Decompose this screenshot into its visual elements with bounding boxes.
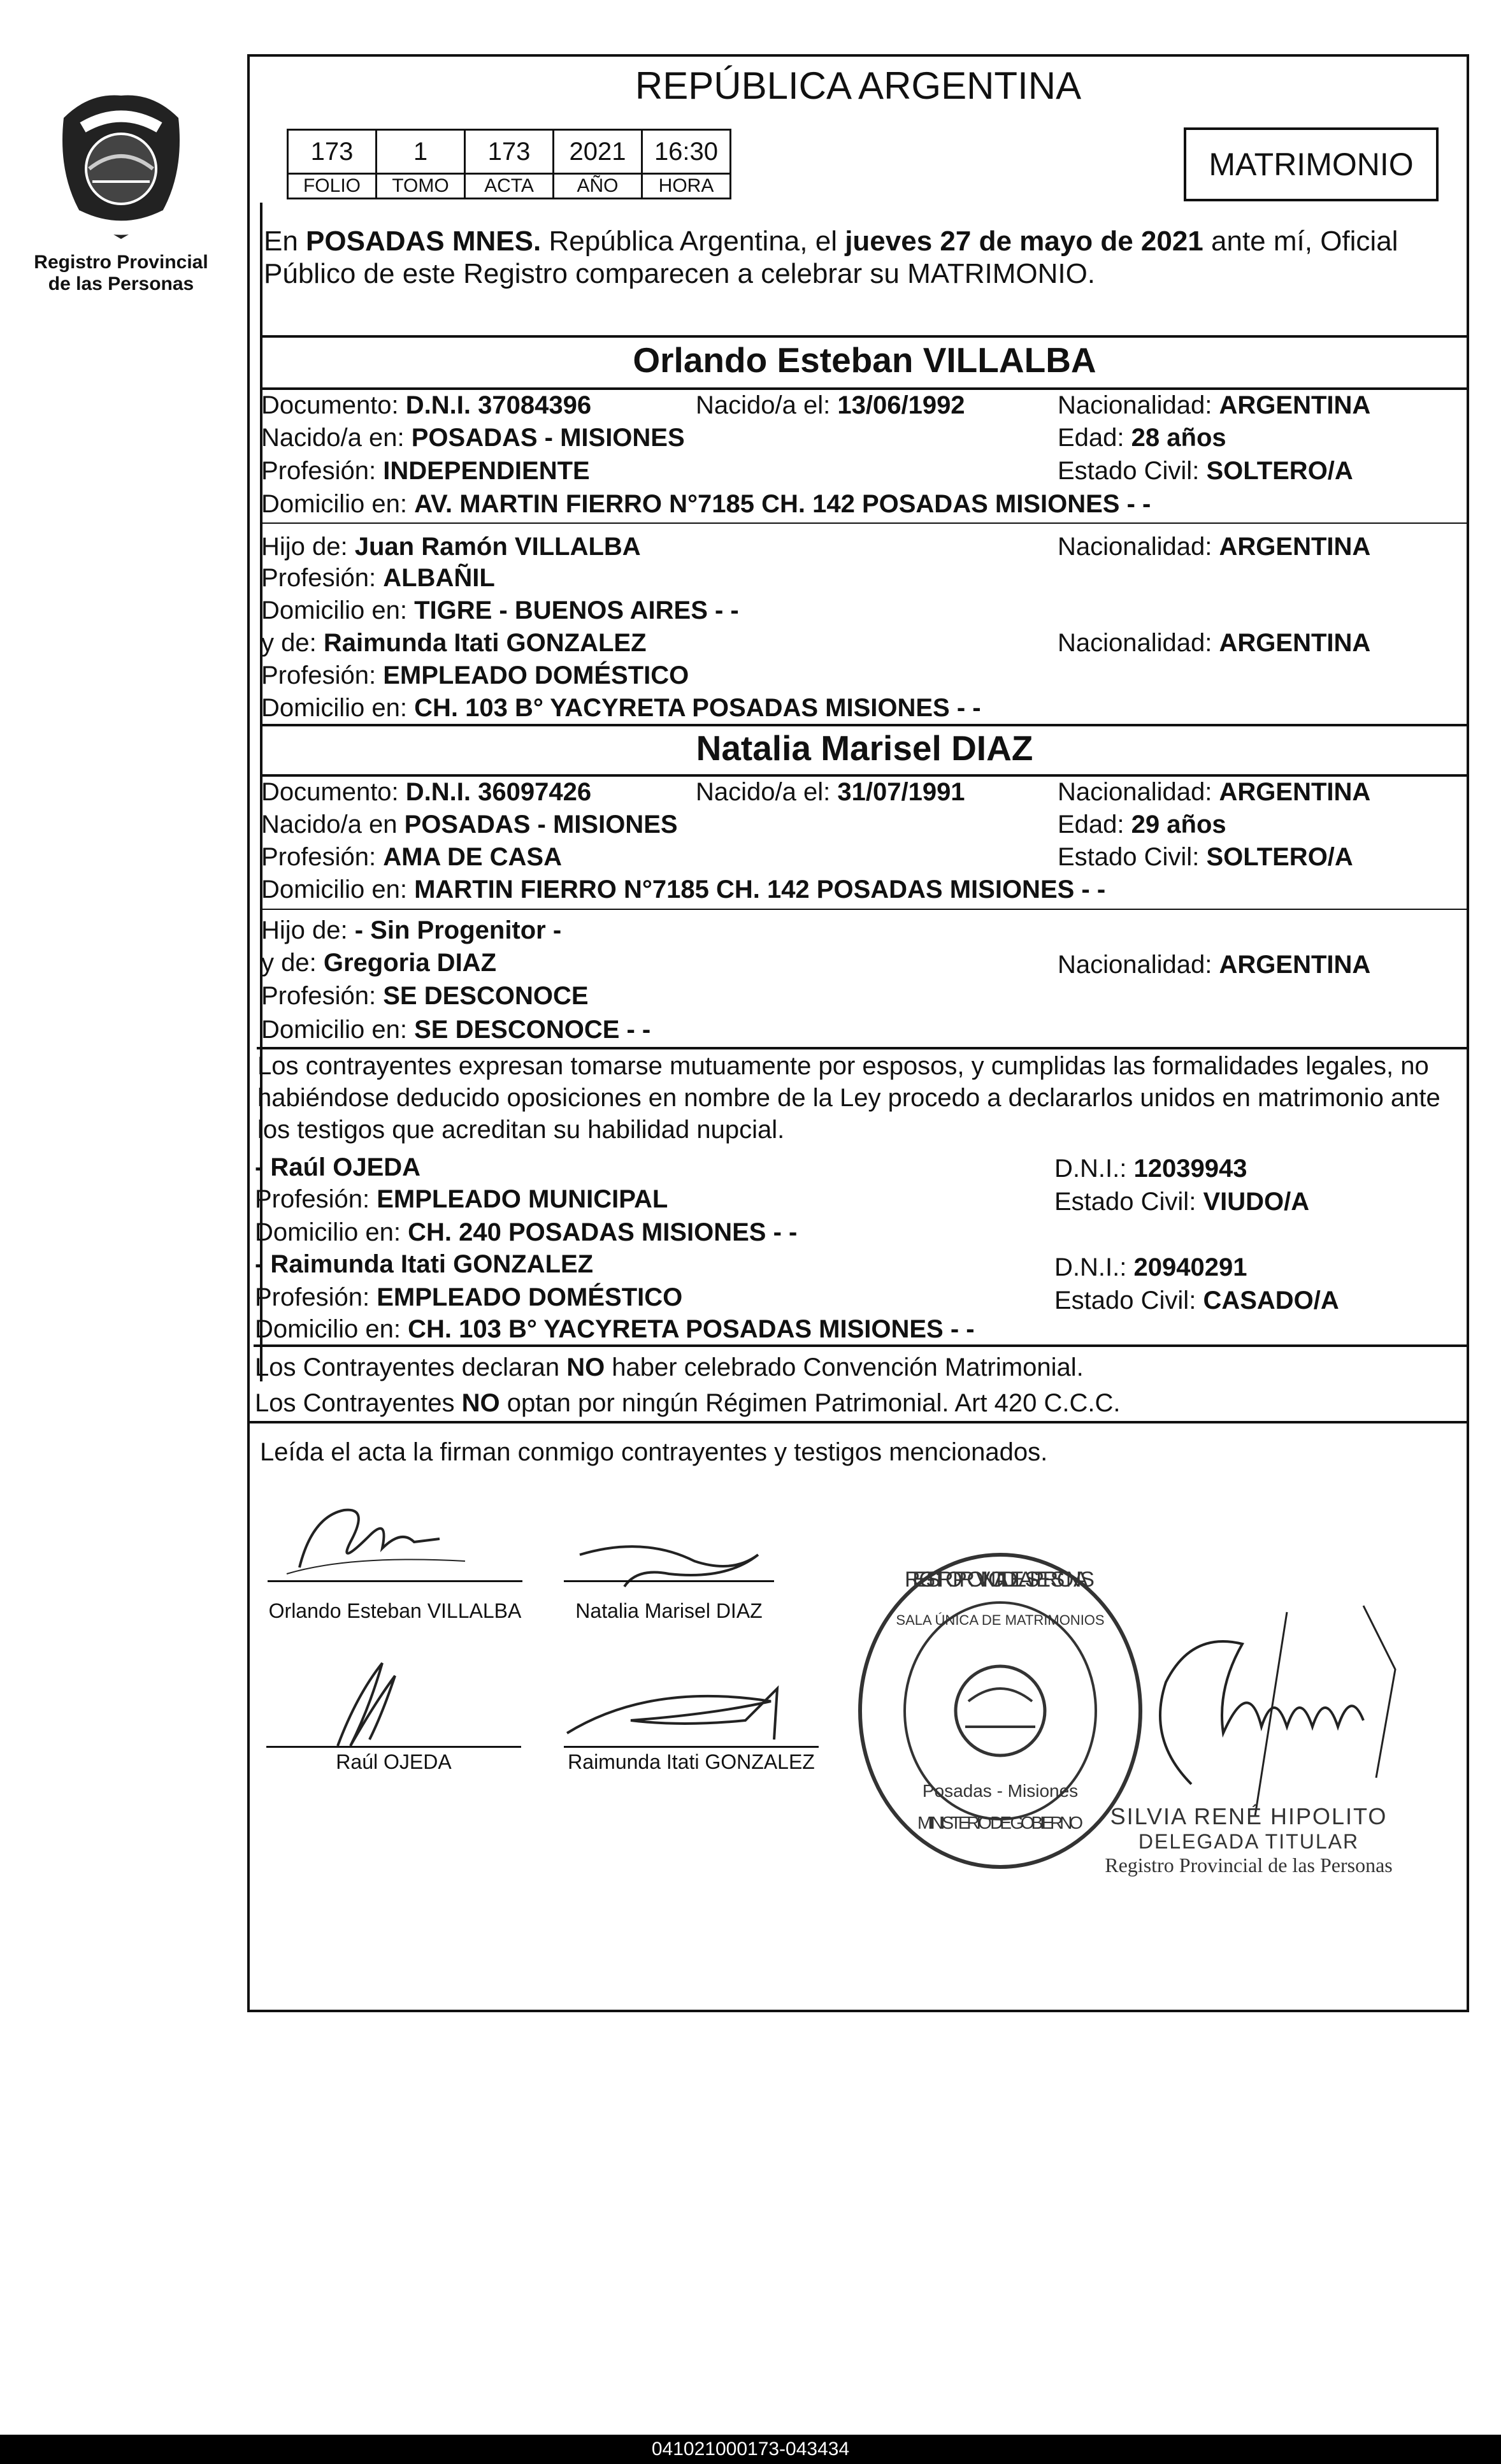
svg-text:Posadas - Misiones: Posadas - Misiones — [922, 1781, 1079, 1801]
witness1-profession: Profesión: EMPLEADO MUNICIPAL — [255, 1185, 668, 1213]
spouse2-birthdate: Nacido/a el: 31/07/1991 — [696, 778, 965, 806]
svg-text:SALA ÚNICA DE MATRIMONIOS: SALA ÚNICA DE MATRIMONIOS — [896, 1612, 1105, 1628]
spouse1-documento: Documento: D.N.I. 37084396 — [261, 391, 592, 419]
spouse2-name: Natalia Marisel DIAZ — [696, 728, 1033, 768]
svg-text:REGISTRO PROVINCIAL DE LAS PER: REGISTRO PROVINCIAL DE LAS PERSONAS — [905, 1567, 1096, 1592]
witness2-address: Domicilio en: CH. 103 B° YACYRETA POSADAS MISIONES - - — [255, 1315, 975, 1343]
hora-value: 16:30 — [642, 130, 731, 174]
witness1-civil-status: Estado Civil: VIUDO/A — [1054, 1188, 1310, 1216]
spouse1-mother-profession: Profesión: EMPLEADO DOMÉSTICO — [261, 661, 689, 689]
spouse1-mother: y de: Raimunda Itati GONZALEZ — [261, 629, 647, 657]
acta-label: ACTA — [465, 174, 554, 199]
spouse1-mother-address: Domicilio en: CH. 103 B° YACYRETA POSADAS MISIONES - - — [261, 694, 981, 722]
witness2-profession: Profesión: EMPLEADO DOMÉSTICO — [255, 1283, 683, 1311]
convention-line-2: Los Contrayentes NO optan por ningún Régimen Patrimonial. Art 420 C.C.C. — [255, 1389, 1121, 1417]
hora-label: HORA — [642, 174, 731, 199]
spouse2-address: Domicilio en: MARTIN FIERRO N°7185 CH. 142 POSADAS MISIONES - - — [261, 875, 1106, 904]
tomo-value: 1 — [377, 130, 465, 174]
spouse2-profession: Profesión: AMA DE CASA — [261, 843, 562, 871]
anio-label: AÑO — [554, 174, 642, 199]
document-title: REPÚBLICA ARGENTINA — [635, 64, 1082, 107]
witness2-civil-status: Estado Civil: CASADO/A — [1054, 1286, 1339, 1315]
signature-3-scribble — [312, 1657, 414, 1752]
officer-stamp: SILVIA RENÉ HIPOLITO DELEGADA TITULAR Registro Provincial de las Personas — [1105, 1803, 1393, 1877]
spouse1-mother-nationality: Nacionalidad: ARGENTINA — [1058, 629, 1371, 657]
spouse2-civil-status: Estado Civil: SOLTERO/A — [1058, 843, 1353, 871]
declaration-text: Los contrayentes expresan tomarse mutuamente por esposos, y cumplidas las formalidades legales, no habiéndose deducido oposiciones en nombre de la Ley procedo a declararlos unidos en matrimonio ante los testigos que acreditan su habilidad nupcial. — [257, 1052, 1440, 1144]
spouse1-profession: Profesión: INDEPENDIENTE — [261, 457, 590, 485]
spouse1-birthplace: Nacido/a en: POSADAS - MISIONES — [261, 424, 685, 452]
spouse1-age: Edad: 28 años — [1058, 424, 1226, 452]
intro-line-2: Público de este Registro comparecen a celebrar su MATRIMONIO. — [264, 258, 1096, 289]
witness2-dni: D.N.I.: 20940291 — [1054, 1253, 1247, 1281]
spouse2-birthplace: Nacido/a en POSADAS - MISIONES — [261, 811, 678, 839]
province-logo — [45, 80, 198, 249]
signature-2-scribble — [567, 1536, 777, 1593]
spouse1-name: Orlando Esteban VILLALBA — [633, 340, 1096, 380]
act-type-box: MATRIMONIO — [1184, 127, 1439, 201]
acta-value: 173 — [465, 130, 554, 174]
svg-text:MINISTERIO DE GOBIERNO: MINISTERIO DE GOBIERNO — [917, 1813, 1083, 1833]
spouse1-father-address: Domicilio en: TIGRE - BUENOS AIRES - - — [261, 596, 739, 624]
spouse2-mother-address: Domicilio en: SE DESCONOCE - - — [261, 1016, 651, 1044]
witness1-name: - Raúl OJEDA — [255, 1153, 421, 1181]
signature-2-caption: Natalia Marisel DIAZ — [575, 1599, 763, 1622]
folio-label: FOLIO — [288, 174, 377, 199]
spouse1-father-profession: Profesión: ALBAÑIL — [261, 564, 495, 592]
spouse2-age: Edad: 29 años — [1058, 811, 1226, 839]
spouse2-mother-profession: Profesión: SE DESCONOCE — [261, 982, 589, 1010]
signature-1-caption: Orlando Esteban VILLALBA — [268, 1599, 522, 1622]
logo-caption: Registro Provincial de las Personas — [34, 252, 208, 294]
spouse2-mother-nationality: Nacionalidad: ARGENTINA — [1058, 951, 1371, 979]
signature-1-scribble — [274, 1491, 478, 1580]
spouse1-father: Hijo de: Juan Ramón VILLALBA — [261, 533, 641, 561]
closing-text: Leída el acta la firman conmigo contrayentes y testigos mencionados. — [260, 1438, 1048, 1466]
officer-signature-scribble — [1096, 1574, 1427, 1829]
spouse2-documento: Documento: D.N.I. 36097426 — [261, 778, 592, 806]
tomo-label: TOMO — [377, 174, 465, 199]
signature-4-caption: Raimunda Itati GONZALEZ — [568, 1750, 815, 1773]
spouse1-civil-status: Estado Civil: SOLTERO/A — [1058, 457, 1353, 485]
witness1-address: Domicilio en: CH. 240 POSADAS MISIONES - - — [255, 1218, 798, 1246]
registry-table — [287, 129, 731, 199]
signature-4-scribble — [554, 1676, 803, 1752]
convention-line-1: Los Contrayentes declaran NO haber celebrado Convención Matrimonial. — [255, 1353, 1084, 1381]
witness2-name: - Raimunda Itati GONZALEZ — [255, 1250, 594, 1278]
signature-3-caption: Raúl OJEDA — [336, 1750, 452, 1773]
spouse2-mother: y de: Gregoria DIAZ — [261, 949, 496, 977]
witness1-dni: D.N.I.: 12039943 — [1054, 1155, 1247, 1183]
spouse2-nationality: Nacionalidad: ARGENTINA — [1058, 778, 1371, 806]
spouse1-birthdate: Nacido/a el: 13/06/1992 — [696, 391, 965, 419]
document-code-bar: 041021000173-043434 — [0, 2435, 1501, 2464]
spouse1-father-nationality: Nacionalidad: ARGENTINA — [1058, 533, 1371, 561]
spouse2-father: Hijo de: - Sin Progenitor - — [261, 916, 562, 944]
intro-line-1: En POSADAS MNES. República Argentina, el jueves 27 de mayo de 2021 ante mí, Oficial — [264, 226, 1398, 257]
folio-value: 173 — [288, 130, 377, 174]
spouse1-nationality: Nacionalidad: ARGENTINA — [1058, 391, 1371, 419]
spouse1-address: Domicilio en: AV. MARTIN FIERRO N°7185 CH. 142 POSADAS MISIONES - - — [261, 490, 1151, 518]
anio-value: 2021 — [554, 130, 642, 174]
